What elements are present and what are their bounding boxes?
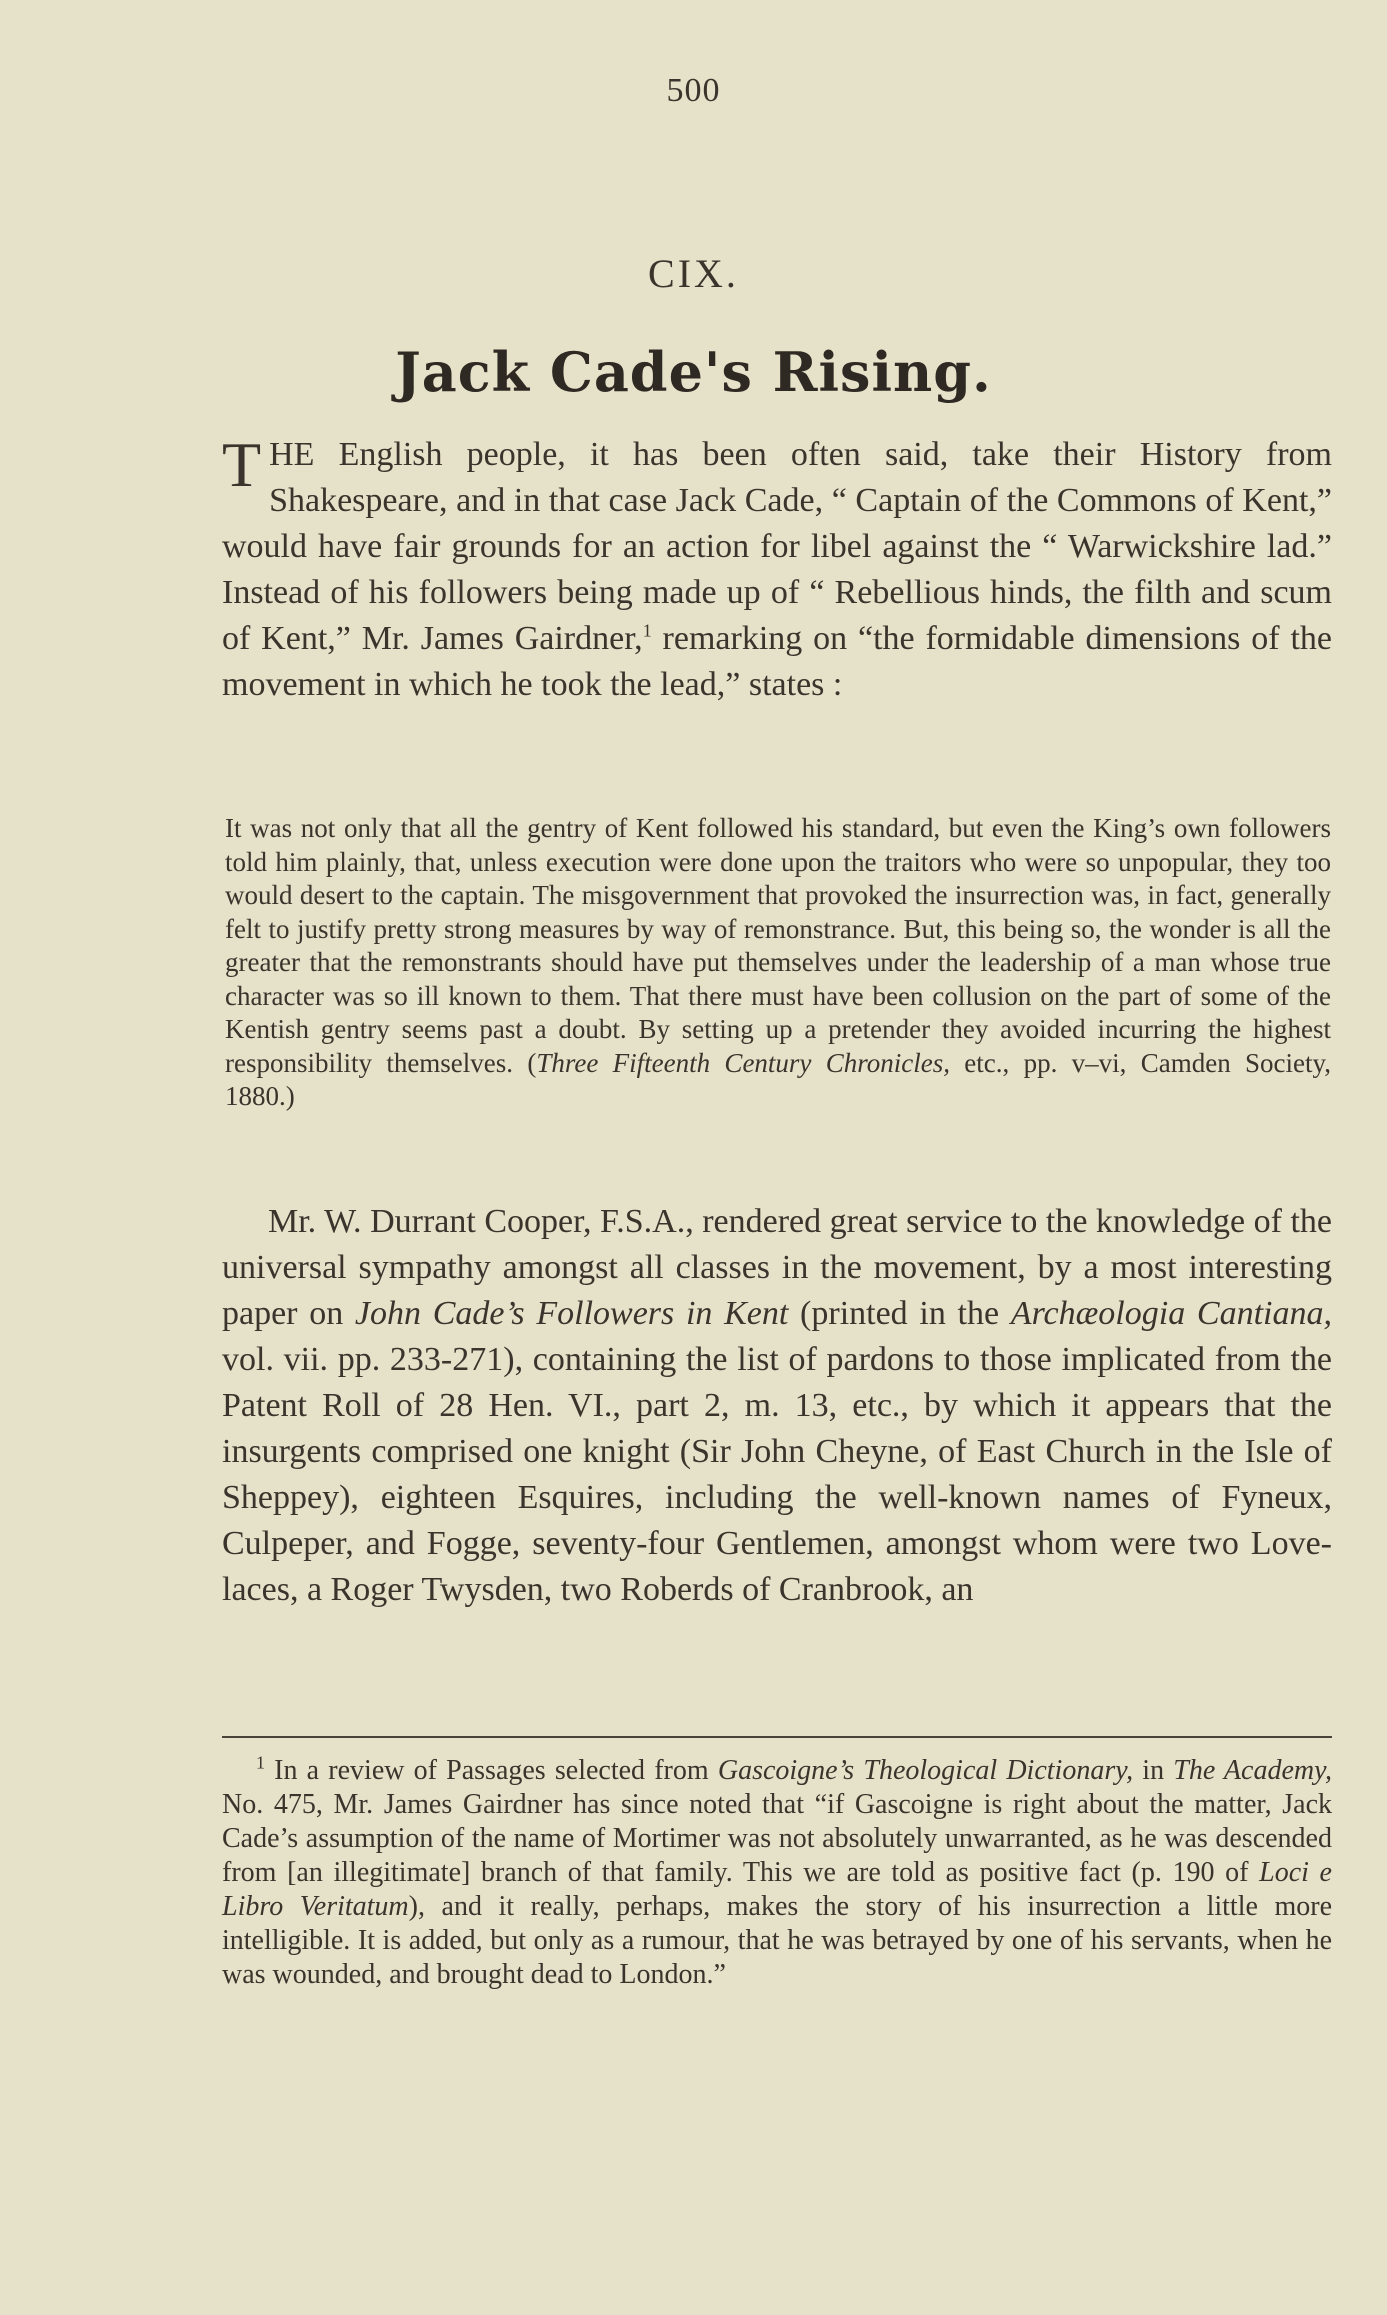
footnote-reference: 1: [642, 620, 652, 641]
footnote-text-2: in: [1133, 1755, 1174, 1786]
footnote-text-1: In a review of Passages selected from: [265, 1755, 718, 1786]
footnote-text-4: ), and it really, perhaps, makes the story of his insurrection a little more intelligible. It is added, but only as a rumour, that he was betrayed by one of his servants, when he was wounded, and brought dead to London.”: [222, 1891, 1332, 1990]
academy-title: The Academy,: [1173, 1755, 1332, 1786]
footnote-divider: [222, 1736, 1332, 1738]
page-number: 500: [666, 72, 721, 109]
quote-source-title: Three Fifteenth Century Chronicles,: [536, 1047, 950, 1078]
chapter-number: CIX.: [648, 251, 739, 296]
para2-text-2: (printed in the: [788, 1295, 1011, 1332]
quote-text: It was not only that all the gentry of Kent followed his standard, but even the King’s own followers told him plainly, that, unless execution were done upon the traitors who were so unpopular, they too would desert to the captain. The misgovernment that provoked the insurrection was, in fact, generally felt to justify pretty strong measures by way of remonstrance. But, this being so, the wonder is all the greater that the remonstrants should have put themselves under the leadership of a man whose true character was so ill known to them. That there must have been collusion on the part of some of the Kentish gentry seems past a doubt. By setting up a pretender they avoided incurring the highest responsibility themselves. (: [225, 813, 1331, 1078]
footnote-marker: 1: [256, 1752, 265, 1773]
chapter-title: Jack Cade's Rising.: [395, 340, 992, 404]
drop-cap: T: [222, 429, 262, 500]
intro-paragraph: [222, 429, 1332, 708]
block-quote: [225, 812, 1331, 1114]
intro-text: from Shakespeare, and in that case Jack Cade, “ Captain of the Commons of Kent,” would have fair grounds for an action for libel against the “ Warwickshire lad.” Instead of his followers being made up of “ Rebellious hinds, the filth and scum of Kent,” Mr. James Gairdner,: [222, 436, 1332, 657]
intro-text-end: remarking on “the formidable dimensions of the movement in which he took the lead,” states :: [222, 620, 1332, 703]
para2-text-3: vol. vii. pp. 233-271), containing the list of pardons to those implicated from the Patent Roll of 28 Hen. VI., part 2, m. 13, etc., by which it appears that the insurgents comprised one knight (Sir John Cheyne, of East Church in the Isle of Sheppey), eighteen Esquires, including the well-known names of Fyneux, Culpeper, and Fogge, seventy-four Gentlemen, amongst whom were two Love-laces, a Roger Twysden, two Roberds of Cranbrook, an: [222, 1341, 1332, 1608]
footnote-text-3: No. 475, Mr. James Gairdner has since noted that “if Gascoigne is right about the matter, Jack Cade’s assumption of the name of Mortimer was not absolutely unwarranted, as he was descended from [an illegitimate] branch of that family. This we are told as positive fact (p. 190 of: [222, 1789, 1332, 1888]
footnote: [222, 1754, 1332, 1992]
quote-source-rest: etc., pp. v–vi, Camden Society, 1880.): [225, 1047, 1331, 1111]
dictionary-title: Gascoigne’s Theological Dictionary,: [717, 1755, 1134, 1786]
loci-title: Loci e Libro Veritatum: [222, 1857, 1332, 1922]
para2-text-1: Mr. W. Durrant Cooper, F.S.A., rendered great service to the knowledge of the universal sympathy amongst all classes in the movement, by a most interesting paper on: [222, 1203, 1332, 1332]
intro-first-line: HE English people, it has been often said, take their History: [269, 436, 1242, 473]
paper-title: John Cade’s Followers in Kent: [354, 1295, 789, 1332]
second-paragraph: [222, 1199, 1332, 1613]
journal-title: Archæologia Cantiana,: [1010, 1295, 1332, 1332]
